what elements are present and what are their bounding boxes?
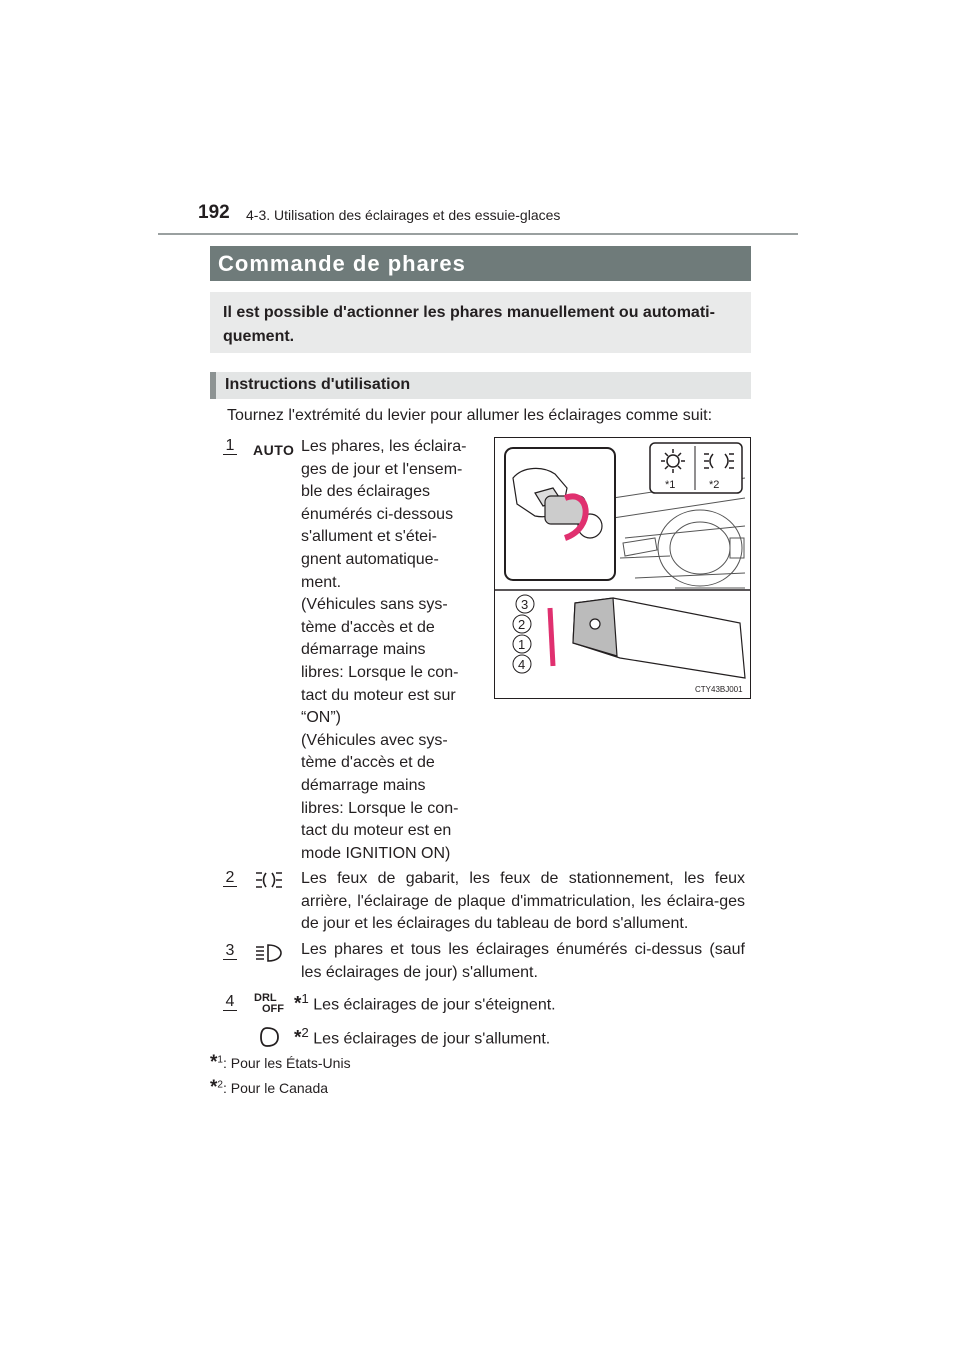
item-4a-label: Les éclairages de jour s'éteignent. [313, 996, 556, 1014]
note-star: * [294, 1027, 302, 1049]
drl-off-bottom: OFF [262, 1003, 284, 1015]
note-sup: 1 [301, 991, 309, 1006]
item-1-line: ges de jour et l'ensem- [301, 460, 463, 478]
note-sup: 1 [217, 1054, 223, 1066]
figure-code: CTY43BJ001 [695, 685, 743, 694]
auto-symbol: AUTO [253, 442, 295, 458]
section-title-bar [210, 246, 751, 281]
light-icons-frame [650, 443, 742, 493]
lever-illustration [495, 438, 750, 698]
item-number-1: 1 [223, 437, 237, 455]
chapter-title: 4-3. Utilisation des éclairages et des essuie-glaces [246, 207, 561, 223]
lead-text: Tournez l'extrémité du levier pour allumer les éclairages comme suit: [227, 407, 713, 424]
footnote-mark-2: *2 [709, 479, 720, 491]
footnote-mark-1: *1 [665, 479, 676, 491]
drl-off-top: DRL [254, 992, 277, 1004]
item-1-line: (Véhicules sans sys- [301, 596, 448, 614]
note-star: * [210, 1052, 218, 1073]
item-1-line: tème d'accès et de [301, 618, 435, 636]
callouts [513, 595, 534, 673]
footnote-1-text: : Pour les États-Unis [222, 1055, 351, 1071]
side-lights-icon [254, 870, 284, 890]
subheading-accent [210, 372, 216, 399]
headlights-icon [254, 942, 284, 964]
item-1-line: tact du moteur est sur [301, 686, 456, 704]
dashboard-sketch [613, 478, 745, 588]
intro-box [210, 292, 751, 353]
item-1-line: (Véhicules avec sys- [301, 731, 448, 749]
footnote-2 [210, 1077, 328, 1099]
item-1-line: ble des éclairages [301, 483, 430, 501]
subheading: Instructions d'utilisation [225, 376, 411, 393]
footnote-1 [210, 1052, 351, 1074]
item-1-line: tact du moteur est en [301, 822, 452, 840]
item-1-line: Les phares, les éclaira- [301, 438, 467, 455]
item-1-line: énumérés ci-dessous [301, 505, 454, 523]
footnote-2-text: : Pour le Canada [222, 1080, 329, 1096]
item-1-text [301, 436, 480, 865]
lever-arrow-icon [550, 608, 553, 666]
subheading-bar [210, 372, 751, 399]
item-number-3: 3 [223, 942, 237, 960]
item-2-text: Les feux de gabarit, les feux de stationnement, les feux arrière, l'éclairage de plaque d'immatriculation, les éclaira-ges de jour et les éclairages du tableau de bord s'allument. [301, 870, 745, 933]
item-1-line: libres: Lorsque le con- [301, 799, 459, 817]
item-4b-text [294, 1022, 550, 1051]
headlight-switch-illustration [494, 437, 751, 699]
item-1-line: libres: Lorsque le con- [301, 663, 459, 681]
item-number-4: 4 [223, 993, 237, 1011]
item-number-2: 2 [223, 869, 237, 887]
item-1-line: ment. [301, 573, 342, 591]
lever-stalk [573, 598, 745, 678]
drl-off-symbol [254, 993, 284, 1015]
item-1-line: démarrage mains [301, 776, 426, 794]
callout-4: 4 [518, 657, 526, 672]
item-4b-label: Les éclairages de jour s'allument. [313, 1030, 551, 1048]
intro-text: Il est possible d'actionner les phares manuellement ou automati-quement. [223, 304, 715, 345]
note-star: * [210, 1077, 218, 1098]
header-rule [158, 233, 798, 235]
callout-1: 1 [518, 637, 526, 652]
section-title: Commande de phares [218, 251, 466, 276]
item-1-line: tème d'accès et de [301, 754, 435, 772]
item-1-line: “ON”) [301, 709, 341, 727]
callout-2: 2 [518, 617, 526, 632]
note-sup: 2 [301, 1025, 309, 1040]
note-star: * [294, 993, 302, 1015]
item-1-line: mode IGNITION ON) [301, 844, 451, 862]
item-3-text: Les phares et tous les éclairages énumérés ci-dessus (sauf les éclairages de jour) s'allument. [301, 941, 745, 981]
item-1-line: s'allument et s'étei- [301, 528, 437, 546]
note-sup: 2 [217, 1079, 223, 1091]
page-number: 192 [198, 202, 230, 223]
callout-3: 3 [521, 597, 529, 612]
drl-icon [259, 1026, 279, 1048]
item-1-line: gnent automatique- [301, 550, 439, 568]
item-1-line: démarrage mains [301, 641, 426, 659]
item-4a-text [294, 988, 556, 1017]
